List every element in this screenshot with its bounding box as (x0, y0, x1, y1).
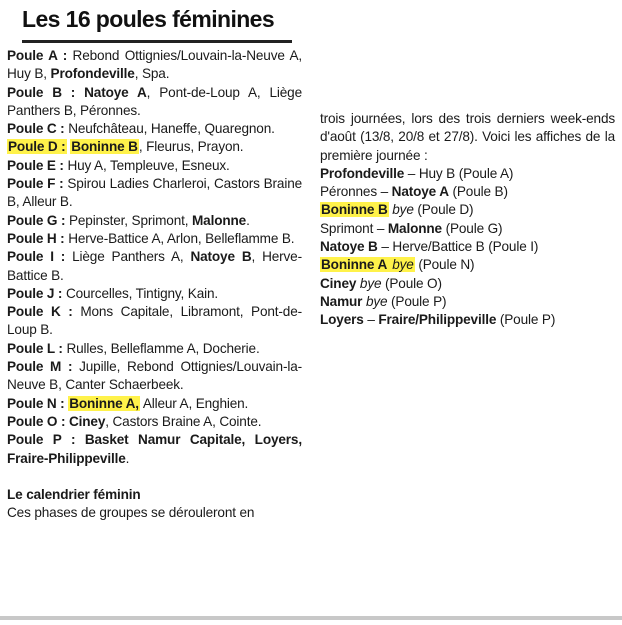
match-entry (320, 238, 615, 256)
poule-entry (7, 395, 302, 413)
text-run: (Poule D) (413, 202, 474, 218)
match-entry (320, 293, 615, 311)
poule-label: Poule N : (7, 395, 65, 411)
poule-entry (7, 413, 302, 431)
poule-label: Poule B : (7, 84, 76, 100)
poule-label: Poule D : (8, 139, 66, 155)
right-column (320, 110, 615, 330)
team-name: Malonne (387, 220, 442, 236)
poule-label: Poule G : (7, 212, 66, 228)
text-run: (Poule O) (381, 275, 442, 291)
match-entry (320, 183, 615, 201)
poule-entry (7, 138, 302, 156)
poule-label: Poule J : (7, 285, 63, 301)
poule-entry (7, 358, 302, 395)
bottom-divider (0, 616, 622, 620)
bye-label: bye (392, 257, 414, 273)
team-name: Ciney (68, 413, 106, 429)
match-entry (320, 201, 615, 219)
team-name: Loyers (320, 312, 364, 328)
calendar-text-continued: trois journées, lors des trois derniers week-ends d'août (13/8, 20/8 et 27/8). Voici les affiches de la première journée : (320, 111, 615, 163)
poule-label: Poule I : (7, 249, 66, 265)
calendar-heading: Le calendrier féminin (7, 486, 141, 502)
calendar-text-start: Ces phases de groupes se dérouleront en (7, 505, 255, 521)
text-run: (Poule P) (387, 293, 447, 309)
poule-label: Poule F : (7, 176, 64, 192)
poule-label: Poule C : (7, 121, 65, 137)
team-name: Ciney (320, 275, 357, 291)
match-entry (320, 165, 615, 183)
team-name: Profondeville (320, 165, 405, 181)
bye-label: bye (365, 293, 388, 309)
team-name: Fraire/Philippeville (378, 312, 497, 328)
match-entry (320, 311, 615, 329)
text-run (75, 85, 84, 100)
bye-label: bye (359, 275, 382, 291)
match-list (320, 165, 615, 330)
text-run: Herve-Battice A, Arlon, Belleflamme B. (64, 230, 295, 246)
poule-label: Poule A : (7, 48, 68, 63)
text-run: – (363, 312, 379, 328)
text-run: . (125, 450, 130, 466)
team-name: Natoye A (84, 84, 147, 100)
article-title: Les 16 poules féminines (22, 4, 292, 43)
text-run: (Poule B) (448, 184, 508, 200)
poule-label: Poule O : (7, 413, 66, 429)
text-run: Liège Panthers A, (65, 249, 191, 265)
text-run: . (246, 212, 250, 228)
team-name: Natoye B (190, 249, 252, 265)
team-name: Boninne B (71, 139, 138, 155)
text-run: Spirou Ladies Charleroi, Castors Braine B, Alleur B. (7, 176, 303, 210)
poule-label: Poule E : (7, 157, 64, 173)
text-run: Courcelles, Tintigny, Kain. (62, 285, 219, 301)
poule-entry (7, 285, 302, 303)
text-run: Neufchâteau, Haneffe, Quaregnon. (64, 121, 275, 137)
team-name: Natoye B (320, 239, 378, 255)
team-name: Profondeville (50, 66, 135, 82)
text-run: Rebond Ottignies/Louvain-la-Neuve A, Huy B, (7, 48, 302, 82)
poule-label: Poule H : (7, 230, 65, 246)
text-run: – Huy B (Poule A) (404, 165, 514, 181)
text-run: – Herve/Battice B (Poule I) (377, 239, 539, 255)
match-entry (320, 256, 615, 274)
poule-entry (7, 120, 302, 138)
text-run: Huy A, Templeuve, Esneux. (63, 157, 230, 173)
poule-entry (7, 212, 302, 230)
poule-entry (7, 248, 302, 285)
text-run: Péronnes – (320, 184, 392, 200)
poule-label: Poule M : (7, 359, 73, 375)
text-run: (Poule P) (496, 312, 556, 328)
poule-entry (7, 431, 302, 468)
text-run: (Poule G) (441, 220, 503, 236)
poule-entry (7, 230, 302, 248)
poule-label: Poule K : (7, 304, 73, 320)
text-run: (Poule N) (414, 257, 475, 273)
poule-label: Poule L : (7, 340, 63, 356)
team-name: Namur (320, 293, 363, 309)
text-run: , Castors Braine A, Cointe. (105, 413, 262, 429)
team-name: Malonne (192, 212, 247, 228)
poule-entry (7, 47, 302, 84)
match-entry (320, 275, 615, 293)
text-run: Pepinster, Sprimont, (65, 212, 192, 228)
team-name: Boninne A, (69, 395, 139, 411)
match-entry (320, 220, 615, 238)
text-run: Jupille, Rebond Ottignies/Louvain-la-Neuve B, Canter Schaerbeek. (7, 359, 302, 393)
team-name: Boninne B (321, 202, 388, 218)
text-run: , Fleurus, Prayon. (138, 139, 244, 155)
team-name: Basket Namur Capitale, Loyers, Fraire-Philippeville (7, 432, 302, 466)
poule-entry (7, 340, 302, 358)
text-run: , Spa. (134, 66, 170, 82)
text-run (75, 432, 85, 447)
text-run: Sprimont – (320, 220, 388, 236)
poule-label: Poule P : (7, 432, 76, 448)
bye-label: bye (392, 202, 414, 218)
text-run: , Pont-de-Loup A, Liège Panthers B, Péronnes. (7, 84, 302, 118)
text-run: , Herve-Battice B. (7, 249, 302, 283)
poule-entry (7, 303, 302, 340)
text-run: Alleur A, Enghien. (139, 395, 249, 411)
text-run: Rulles, Belleflamme A, Docherie. (62, 340, 260, 356)
poule-entry (7, 157, 302, 175)
poule-entry (7, 84, 302, 121)
text-run: Mons Capitale, Libramont, Pont-de-Loup B. (7, 304, 302, 338)
team-name: Natoye A (391, 184, 449, 200)
left-column (7, 47, 302, 522)
poule-entry (7, 175, 302, 212)
team-name: Boninne A (321, 257, 391, 273)
poule-list (7, 47, 302, 468)
